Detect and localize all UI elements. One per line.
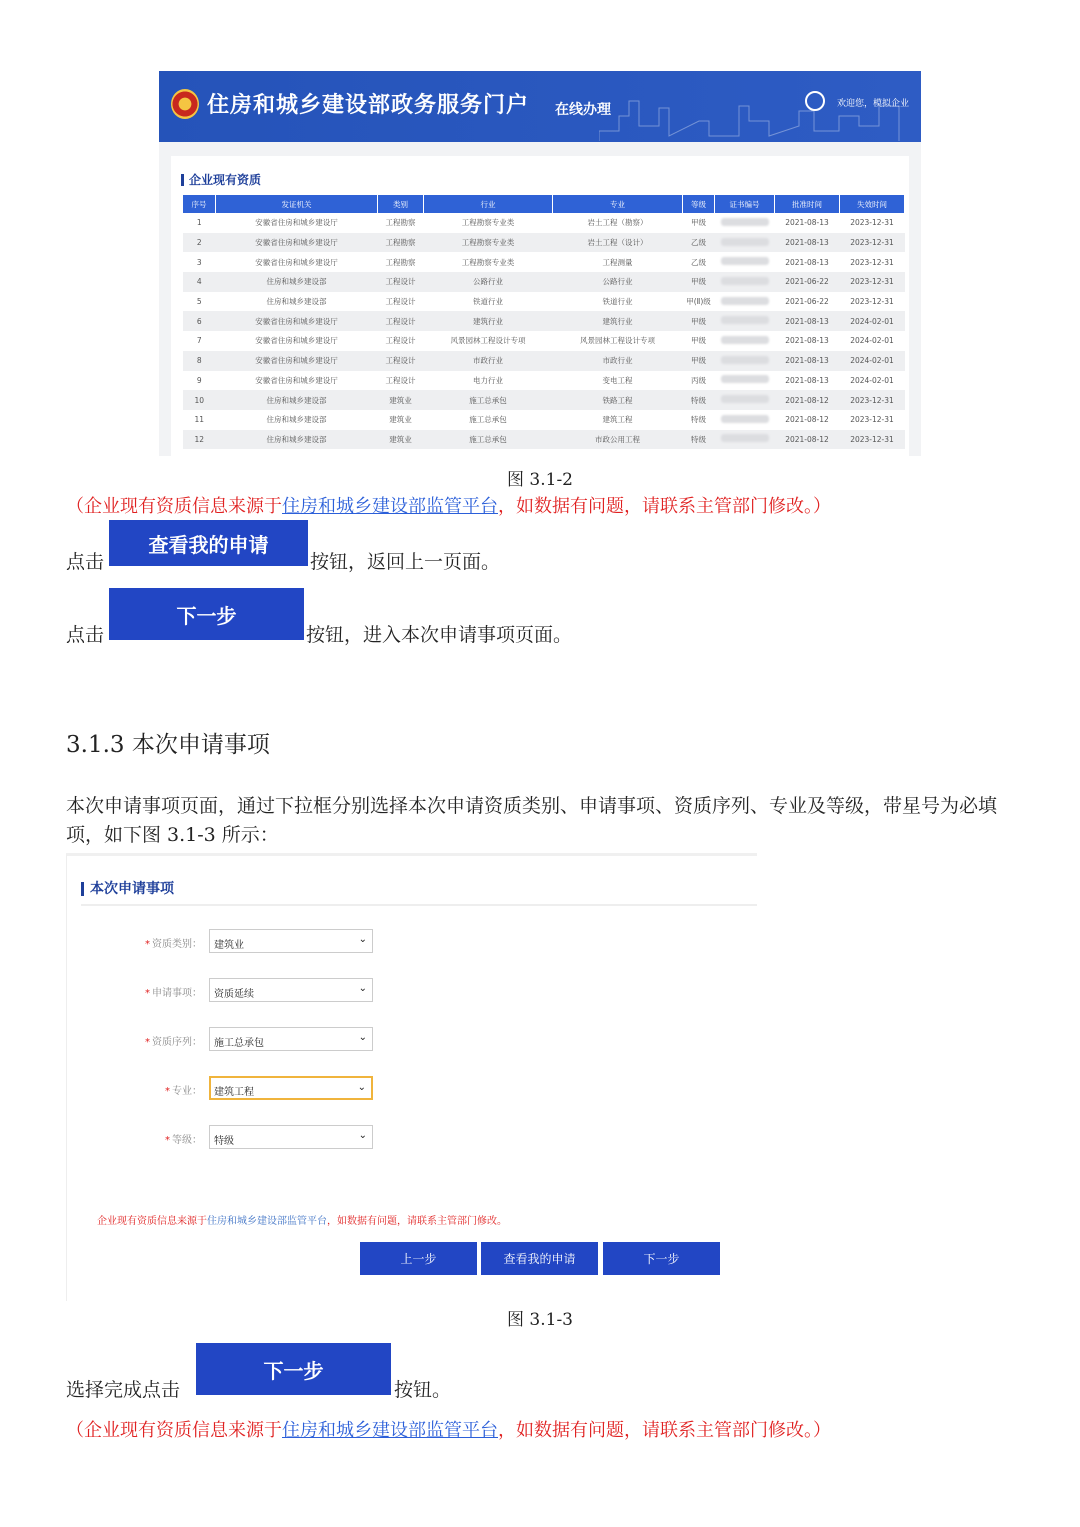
table-cell: 工程勘察 bbox=[385, 218, 416, 228]
divider bbox=[81, 904, 757, 906]
table-cell: 安徽省住房和城乡建设厅 bbox=[255, 218, 338, 228]
table-cell: 2021-08-12 bbox=[775, 390, 840, 410]
table-cell: 工程设计 bbox=[385, 297, 416, 307]
field-select[interactable] bbox=[209, 1027, 373, 1051]
table-cell: 2023-12-31 bbox=[850, 297, 894, 307]
table-cell: 2021-06-22 bbox=[775, 272, 840, 292]
column-header: 失效时间 bbox=[840, 195, 905, 213]
table-cell: 2021-08-13 bbox=[775, 233, 840, 253]
redaction-blur bbox=[721, 316, 769, 324]
table-cell: 施工总承包 bbox=[424, 390, 553, 410]
label-text: 专业： bbox=[172, 1086, 202, 1097]
table-cell: 工程设计 bbox=[378, 351, 424, 371]
qualification-screenshot bbox=[159, 71, 921, 456]
certificate-number-redacted bbox=[715, 351, 775, 371]
instruction-text: 选择完成点击 bbox=[66, 1379, 181, 1401]
table-cell: 6 bbox=[183, 311, 216, 331]
certificate-number-redacted bbox=[715, 311, 775, 331]
qualification-card bbox=[171, 156, 909, 456]
certificate-number-redacted bbox=[715, 233, 775, 253]
table-row bbox=[183, 252, 905, 272]
field-label bbox=[165, 1131, 202, 1146]
table-cell: 安徽省住房和城乡建设厅 bbox=[216, 233, 378, 253]
table-cell: 甲级 bbox=[691, 336, 706, 346]
table-cell: 2023-12-31 bbox=[840, 390, 905, 410]
column-header: 等级 bbox=[683, 195, 715, 213]
table-cell: 2021-08-12 bbox=[785, 415, 829, 425]
table-cell: 5 bbox=[196, 297, 202, 307]
required-star-icon: * bbox=[145, 988, 150, 999]
table-cell: 建筑业 bbox=[378, 390, 424, 410]
table-cell: 4 bbox=[183, 272, 216, 292]
table-row bbox=[183, 390, 905, 410]
certificate-number-redacted bbox=[715, 213, 775, 233]
next-step-button[interactable]: 下一步 bbox=[109, 588, 304, 640]
table-cell: 2023-12-31 bbox=[850, 257, 894, 267]
certificate-number-redacted bbox=[715, 390, 775, 410]
table-cell: 工程勘察专业类 bbox=[424, 233, 553, 253]
section-title: 企业现有资质 bbox=[181, 174, 261, 186]
label-text: 资质类别： bbox=[152, 939, 202, 950]
table-cell: 2023-12-31 bbox=[850, 415, 894, 425]
form-title: 本次申请事项 bbox=[81, 882, 174, 896]
table-cell: 2023-12-31 bbox=[840, 430, 905, 450]
source-note bbox=[66, 1416, 831, 1442]
note-suffix: ，如数据有问题，请联系主管部门修改。） bbox=[498, 496, 831, 517]
platform-link[interactable]: 住房和城乡建设部监管平台 bbox=[282, 496, 498, 517]
table-cell: 住房和城乡建设部 bbox=[216, 430, 378, 450]
redaction-blur bbox=[721, 356, 769, 364]
table-cell: 乙级 bbox=[691, 257, 706, 267]
table-cell: 特级 bbox=[683, 430, 715, 450]
table-cell: 2021-08-13 bbox=[775, 311, 840, 331]
paragraph: 本次申请事项页面，通过下拉框分别选择本次申请资质类别、申请事项、资质序列、专业及等级，带星号为必填项，如下图 3.1-3 所示： bbox=[66, 795, 998, 846]
field-select[interactable] bbox=[209, 929, 373, 953]
table-cell: 乙级 bbox=[683, 233, 715, 253]
instruction-text: 点击 bbox=[66, 624, 105, 646]
table-cell: 工程测量 bbox=[602, 257, 633, 267]
form-row bbox=[67, 978, 387, 1004]
table-cell: 建筑业 bbox=[389, 415, 412, 425]
redaction-blur bbox=[721, 415, 769, 423]
table-cell: 工程勘察专业类 bbox=[461, 218, 515, 228]
table-cell: 市政行业 bbox=[424, 351, 553, 371]
field-select[interactable] bbox=[209, 1125, 373, 1149]
note-prefix: （企业现有资质信息来源于 bbox=[66, 1420, 282, 1441]
form-note bbox=[97, 1212, 507, 1227]
column-header: 发证机关 bbox=[216, 195, 378, 213]
table-cell: 2021-08-12 bbox=[775, 430, 840, 450]
form-row bbox=[67, 929, 387, 955]
chevron-down-icon: ⌄ bbox=[358, 1130, 367, 1141]
table-cell: 2 bbox=[183, 233, 216, 253]
certificate-number-redacted bbox=[715, 430, 775, 450]
table-cell: 2021-08-13 bbox=[785, 336, 829, 346]
table-cell: 住房和城乡建设部 bbox=[266, 297, 327, 307]
redaction-blur bbox=[721, 218, 769, 226]
table-cell: 2023-12-31 bbox=[840, 233, 905, 253]
table-cell: 施工总承包 bbox=[469, 415, 507, 425]
table-cell: 公路行业 bbox=[424, 272, 553, 292]
table-cell: 特级 bbox=[683, 390, 715, 410]
required-star-icon: * bbox=[145, 939, 150, 950]
table-cell: 甲(Ⅱ)级 bbox=[686, 297, 711, 307]
section-heading: 3.1.3 本次申请事项 bbox=[66, 732, 270, 758]
instruction-text: 按钮，返回上一页面。 bbox=[310, 551, 501, 573]
table-cell: 工程设计 bbox=[378, 272, 424, 292]
table-cell: 2024-02-01 bbox=[840, 311, 905, 331]
table-cell: 9 bbox=[196, 375, 202, 385]
table-cell: 安徽省住房和城乡建设厅 bbox=[255, 375, 338, 385]
required-star-icon: * bbox=[165, 1135, 170, 1146]
required-star-icon: * bbox=[165, 1086, 170, 1097]
table-row bbox=[183, 292, 905, 312]
certificate-number-redacted bbox=[715, 272, 775, 292]
table-cell: 8 bbox=[183, 351, 216, 371]
field-select[interactable] bbox=[209, 978, 373, 1002]
table-cell: 建筑行业 bbox=[424, 311, 553, 331]
view-my-application-button[interactable]: 查看我的申请 bbox=[109, 520, 308, 566]
redaction-blur bbox=[721, 434, 769, 442]
national-emblem-icon bbox=[171, 89, 199, 119]
chevron-down-icon: ⌄ bbox=[357, 1082, 366, 1093]
field-label bbox=[145, 984, 202, 999]
table-cell: 甲级 bbox=[691, 218, 706, 228]
table-cell: 市政公用工程 bbox=[553, 430, 683, 450]
user-avatar-icon[interactable] bbox=[805, 91, 825, 111]
selected-value: 建筑业 bbox=[214, 940, 244, 951]
table-cell: 2021-08-13 bbox=[785, 218, 829, 228]
column-header: 行业 bbox=[424, 195, 553, 213]
table-cell: 2021-08-13 bbox=[785, 257, 829, 267]
column-header: 专业 bbox=[553, 195, 683, 213]
instruction-text: 按钮，进入本次申请事项页面。 bbox=[306, 624, 573, 646]
table-cell: 岩土工程（设计） bbox=[553, 233, 683, 253]
instruction-text: 点击 bbox=[66, 551, 105, 573]
form-row bbox=[67, 1027, 387, 1053]
redaction-blur bbox=[721, 277, 769, 285]
form-row bbox=[67, 1125, 387, 1151]
column-header: 证书编号 bbox=[715, 195, 775, 213]
table-cell: 工程设计 bbox=[385, 375, 416, 385]
table-cell: 工程设计 bbox=[385, 336, 416, 346]
chevron-down-icon: ⌄ bbox=[358, 934, 367, 945]
chevron-down-icon: ⌄ bbox=[358, 983, 367, 994]
table-row bbox=[183, 272, 905, 292]
qualification-table bbox=[183, 195, 905, 449]
table-cell: 2024-02-01 bbox=[850, 336, 894, 346]
note-suffix: ，如数据有问题，请联系主管部门修改。 bbox=[327, 1216, 507, 1227]
certificate-number-redacted bbox=[715, 371, 775, 391]
label-text: 资质序列： bbox=[152, 1037, 202, 1048]
table-row bbox=[183, 331, 905, 351]
table-cell: 建筑业 bbox=[378, 430, 424, 450]
table-cell: 甲级 bbox=[683, 351, 715, 371]
table-cell: 建筑工程 bbox=[602, 415, 633, 425]
table-cell: 特级 bbox=[691, 415, 706, 425]
table-row bbox=[183, 371, 905, 391]
table-cell: 安徽省住房和城乡建设厅 bbox=[216, 311, 378, 331]
field-label bbox=[145, 1033, 202, 1048]
table-cell: 2021-06-22 bbox=[785, 297, 829, 307]
table-cell: 风景园林工程设计专项 bbox=[580, 336, 655, 346]
table-cell: 安徽省住房和城乡建设厅 bbox=[216, 351, 378, 371]
table-cell: 工程勘察 bbox=[378, 233, 424, 253]
table-cell: 变电工程 bbox=[602, 375, 633, 385]
table-cell: 铁路工程 bbox=[553, 390, 683, 410]
table-cell: 工程勘察专业类 bbox=[461, 257, 515, 267]
source-note bbox=[66, 492, 831, 518]
table-cell: 住房和城乡建设部 bbox=[216, 272, 378, 292]
table-cell: 住房和城乡建设部 bbox=[266, 415, 327, 425]
redaction-blur bbox=[721, 336, 769, 344]
table-cell: 工程勘察 bbox=[385, 257, 416, 267]
table-cell: 市政行业 bbox=[553, 351, 683, 371]
table-cell: 7 bbox=[196, 336, 202, 346]
field-label bbox=[145, 935, 202, 950]
table-cell: 丙级 bbox=[691, 375, 706, 385]
note-suffix: ，如数据有问题，请联系主管部门修改。） bbox=[498, 1420, 831, 1441]
table-cell: 甲级 bbox=[683, 272, 715, 292]
table-row bbox=[183, 430, 905, 450]
label-text: 等级： bbox=[172, 1135, 202, 1146]
table-cell: 2021-08-13 bbox=[785, 375, 829, 385]
field-label bbox=[165, 1082, 202, 1097]
table-row bbox=[183, 351, 905, 371]
portal-banner bbox=[159, 71, 921, 142]
column-header: 序号 bbox=[183, 195, 216, 213]
portal-title: 住房和城乡建设部政务服务门户 bbox=[207, 93, 530, 118]
form-row bbox=[67, 1076, 387, 1102]
table-row bbox=[183, 311, 905, 331]
certificate-number-redacted bbox=[715, 252, 775, 272]
required-star-icon: * bbox=[145, 1037, 150, 1048]
selected-value: 建筑工程 bbox=[214, 1087, 254, 1098]
selected-value: 特级 bbox=[214, 1136, 234, 1147]
table-row bbox=[183, 213, 905, 233]
online-service-label: 在线办理 bbox=[555, 102, 611, 118]
selected-value: 资质延续 bbox=[214, 989, 254, 1000]
view-my-application-button[interactable]: 查看我的申请 bbox=[481, 1242, 598, 1275]
table-cell: 11 bbox=[194, 415, 205, 425]
table-cell: 住房和城乡建设部 bbox=[216, 390, 378, 410]
table-cell: 铁道行业 bbox=[473, 297, 503, 307]
redaction-blur bbox=[721, 257, 769, 265]
instruction-text: 按钮。 bbox=[394, 1379, 452, 1401]
table-row bbox=[183, 410, 905, 430]
table-row bbox=[183, 233, 905, 253]
table-cell: 建筑行业 bbox=[553, 311, 683, 331]
table-cell: 1 bbox=[196, 218, 202, 228]
application-form-screenshot bbox=[66, 853, 757, 1301]
chevron-down-icon: ⌄ bbox=[358, 1032, 367, 1043]
table-cell: 2024-02-01 bbox=[840, 351, 905, 371]
table-cell: 12 bbox=[183, 430, 216, 450]
table-cell: 甲级 bbox=[683, 311, 715, 331]
table-cell: 岩土工程（勘察） bbox=[587, 218, 648, 228]
table-cell: 2023-12-31 bbox=[840, 272, 905, 292]
platform-link[interactable]: 住房和城乡建设部监管平台 bbox=[282, 1420, 498, 1441]
table-cell: 2021-08-13 bbox=[775, 351, 840, 371]
table-cell: 安徽省住房和城乡建设厅 bbox=[255, 257, 338, 267]
table-cell: 公路行业 bbox=[553, 272, 683, 292]
table-cell: 2024-02-01 bbox=[850, 375, 894, 385]
welcome-text: 欢迎您，模拟企业 bbox=[837, 99, 910, 109]
column-header: 批准时间 bbox=[775, 195, 840, 213]
certificate-number-redacted bbox=[715, 331, 775, 351]
table-cell: 3 bbox=[196, 257, 202, 267]
table-cell: 施工总承包 bbox=[424, 430, 553, 450]
table-cell: 工程设计 bbox=[378, 311, 424, 331]
next-step-button[interactable]: 下一步 bbox=[603, 1242, 720, 1275]
table-cell: 安徽省住房和城乡建设厅 bbox=[255, 336, 338, 346]
redaction-blur bbox=[721, 395, 769, 403]
next-step-button[interactable]: 下一步 bbox=[196, 1343, 391, 1395]
column-header: 类别 bbox=[378, 195, 424, 213]
note-prefix: （企业现有资质信息来源于 bbox=[66, 496, 282, 517]
prev-step-button[interactable]: 上一步 bbox=[360, 1242, 477, 1275]
table-cell: 10 bbox=[183, 390, 216, 410]
field-select[interactable] bbox=[209, 1076, 373, 1100]
note-prefix: 企业现有资质信息来源于 bbox=[97, 1216, 207, 1227]
certificate-number-redacted bbox=[715, 292, 775, 312]
figure-caption: 图 3.1-3 bbox=[507, 1310, 573, 1330]
redaction-blur bbox=[721, 297, 769, 305]
selected-value: 施工总承包 bbox=[214, 1038, 264, 1049]
table-cell: 2023-12-31 bbox=[850, 218, 894, 228]
table-cell: 铁道行业 bbox=[602, 297, 633, 307]
table-cell: 电力行业 bbox=[473, 375, 503, 385]
redaction-blur bbox=[721, 238, 769, 246]
certificate-number-redacted bbox=[715, 410, 775, 430]
table-cell: 风景园林工程设计专项 bbox=[450, 336, 526, 346]
label-text: 申请事项： bbox=[152, 988, 202, 999]
redaction-blur bbox=[721, 375, 769, 383]
figure-caption: 图 3.1-2 bbox=[507, 470, 573, 490]
platform-link[interactable]: 住房和城乡建设部监管平台 bbox=[207, 1216, 327, 1227]
